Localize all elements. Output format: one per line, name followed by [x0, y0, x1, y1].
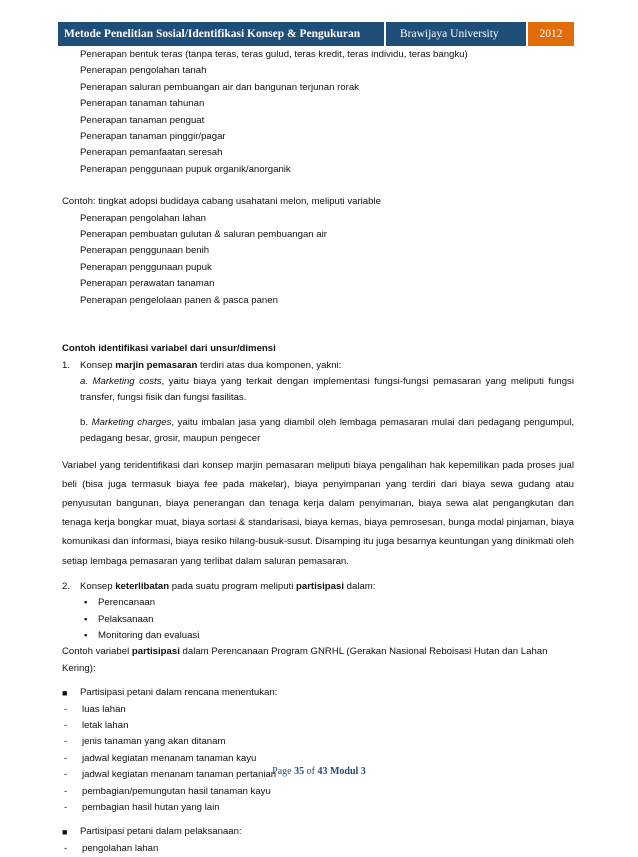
planning-title: Partisipasi petani dalam rencana menentukan: [80, 687, 278, 699]
participation-example: Contoh variabel partisipasi dalam Perencanaan Program GNRHL (Gerakan Nasional Reboisasi Hutan dan Lahan Kering): [62, 646, 548, 674]
sub-item-b: b. Marketing charges, yaitu imbalan jasa yang diambil oleh lembaga pemasaran mulai dari pedagang pengumpul, pedagang besar, grosir, maupun pengecer [80, 416, 575, 445]
list-item: Penerapan tanaman penguat [80, 114, 205, 126]
planning-block [62, 685, 574, 701]
list-item: Penerapan pembuatan gulutan & saluran pembuangan air [80, 229, 327, 241]
list-item: Penerapan pengolahan tanah [80, 65, 207, 77]
list-item: - jenis tanaman yang akan ditanam [64, 736, 226, 748]
concept-1: 1. Konsep marjin pemasaran terdiri atas dua komponen, yakni: [62, 358, 574, 374]
list-item: Penerapan saluran pembuangan air dan bangunan terjunan rorak [80, 81, 359, 93]
list-item: Penerapan perawatan tanaman [80, 278, 215, 290]
bullet-icon: • [84, 613, 88, 625]
list-item: Penerapan pemanfaatan seresah [80, 147, 223, 159]
list-item: - pembagian/pemungutan hasil tanaman kayu [64, 785, 271, 797]
list-item: Penerapan pengelolaan panen & pasca panen [80, 294, 278, 306]
sub-item-a: a. Marketing costs, yaitu biaya yang terkait dengan implementasi fungsi-fungsi pemasaran yang meliputi fungsi transfer, fungsi fisik dan fungsi fasilitas. [80, 375, 574, 404]
list-item: Penerapan tanaman tahunan [80, 98, 205, 110]
module-label: Modul 3 [329, 766, 366, 777]
implementation-block [62, 824, 574, 840]
bullet-item: • Pelaksanaan [62, 612, 574, 628]
page-footer: Page 35 of 43 Modul 3 [272, 766, 366, 777]
page-header [58, 22, 574, 46]
example-intro: Contoh: tingkat adopsi budidaya cabang usahatani melon, meliputi variable [62, 196, 381, 208]
paragraph-variables: Variabel yang teridentifikasi dari konsep marjin pemasaran meliputi biaya pengalihan hak kepemilikan pada proses jual beli (bisa juga termasuk biaya fee pada makelar), biaya penyimpanan yang terdiri dari biaya sewa gudang atau penyusutan bangunan, biaya penerangan dan tenaga kerja dalam penyimanan, biaya sewa alat pengangkutan dan tenaga kerja bongkar muat, biaya sortasi & standarisasi, biaya kemas, biaya pemrosesan, bunga modal pinjaman, biaya komunikasi dan informasi, biaya resiko hilang-busuk-susut. Disamping itu juga besarnya keuntungan yang dinikmati oleh setiap lembaga pemasaran yang terlibat dalam saluran pemasaran. [62, 459, 574, 567]
square-bullet-icon: ■ [62, 827, 68, 838]
list-item: - pembagian hasil hutan yang lain [64, 802, 220, 814]
variable-list-2 [62, 211, 574, 309]
list-item: Penerapan penggunaan pupuk [80, 261, 212, 273]
list-item: - jadwal kegiatan menanam tanaman pertanian [64, 769, 277, 781]
page-number: 35 [294, 766, 305, 777]
square-bullet-icon: ■ [62, 688, 68, 699]
bullet-item: • Monitoring dan evaluasi [62, 628, 574, 644]
term-marketing-costs: Marketing costs [92, 375, 162, 387]
implementation-title: Partisipasi petani dalam pelaksanaan: [80, 826, 242, 838]
list-item: - jadwal kegiatan menanam tanaman kayu [64, 752, 257, 764]
item-number: 2. [62, 580, 71, 592]
list-item: - letak lahan [64, 720, 129, 731]
list-item: Penerapan penggunaan benih [80, 245, 210, 257]
header-title: Metode Penelitian Sosial/Identifikasi Konsep & Pengukuran [58, 22, 384, 46]
concept-term: marjin pemasaran [115, 359, 198, 371]
item-number: 1. [62, 359, 71, 371]
bullet-icon: • [84, 629, 88, 641]
section-heading: Contoh identifikasi variabel dari unsur/dimensi [62, 343, 276, 355]
list-item: Penerapan pengolahan lahan [80, 212, 206, 224]
list-item: - luas lahan [64, 703, 126, 715]
bullet-item: • Perencanaan [62, 595, 574, 611]
header-university: Brawijaya University [384, 22, 526, 46]
list-item: Penerapan penggunaan pupuk organik/anorganik [80, 163, 291, 175]
variable-list-1 [62, 47, 574, 178]
list-item: - pengolahan lahan [64, 842, 159, 854]
term-marketing-charges: Marketing charges [91, 416, 172, 428]
list-item: Penerapan bentuk teras (tanpa teras, teras gulud, teras kredit, teras individu, teras bangku) [80, 49, 468, 60]
header-year: 2012 [526, 22, 574, 46]
concept-2: 2. Konsep keterlibatan pada suatu program meliputi partisipasi dalam: [62, 579, 574, 595]
document-body [62, 47, 574, 857]
list-item: Penerapan tanaman pinggir/pagar [80, 131, 226, 143]
bullet-icon: • [84, 597, 88, 609]
page-total: 43 [317, 766, 328, 777]
